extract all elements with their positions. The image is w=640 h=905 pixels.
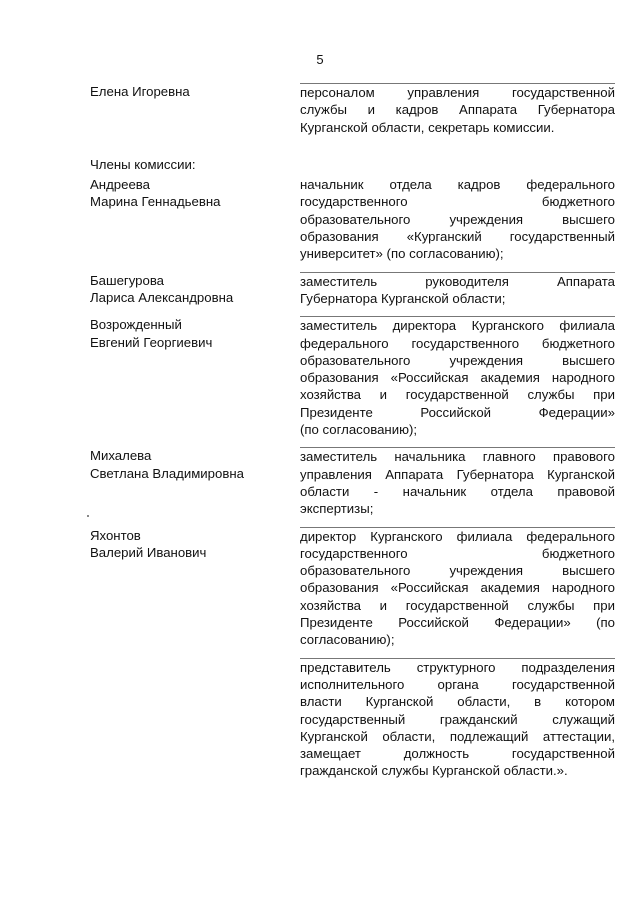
desc-line: службы и кадров Аппарата Губернатора [300, 102, 615, 118]
desc-line: образовательного учреждения высшего [300, 563, 615, 579]
desc-line: замещает должность государственной [300, 746, 615, 762]
desc-line: начальник отдела кадров федерального [300, 177, 615, 193]
commission-list [90, 83, 615, 780]
member-surname: Яхонтов [90, 527, 141, 543]
member-name [90, 272, 300, 308]
desc-line: исполнительного органа государственной [300, 676, 615, 692]
desc-line: экспертизы; [300, 501, 374, 517]
member-given-names: Лариса Александровна [90, 289, 234, 305]
members-header: Члены комиссии: [90, 156, 196, 172]
member-name [90, 316, 300, 438]
desc-line: хозяйства и государственной службы при [300, 387, 615, 403]
desc-line: Курганской области, секретарь комиссии. [300, 119, 555, 135]
page-number: 5 [316, 52, 324, 67]
final-item-row [90, 658, 615, 780]
member-given-names: Валерий Иванович [90, 544, 207, 560]
member-name [90, 176, 300, 262]
desc-line: (по согласованию); [300, 422, 418, 438]
desc-line: области - начальник отдела правовой [300, 483, 615, 499]
member-name [90, 527, 300, 649]
member-given-names: Светлана Владимировна [90, 465, 244, 481]
desc-line: персоналом управления государственной [300, 85, 615, 100]
member-row [90, 272, 615, 308]
desc-line: согласованию); [300, 632, 395, 648]
member-description [300, 447, 615, 517]
desc-line: гражданской службы Курганской области.». [300, 763, 568, 779]
desc-line: хозяйства и государственной службы при [300, 597, 615, 613]
desc-line: управления Аппарата Губернатора Курганской [300, 466, 615, 482]
desc-line: Губернатора Курганской области; [300, 290, 506, 306]
member-surname: Андреева [90, 177, 150, 193]
desc-line: университет» (по согласованию); [300, 246, 504, 262]
member-row [90, 316, 615, 438]
final-item-description [300, 658, 615, 780]
member-row [90, 447, 615, 517]
secretary-name-line: Елена Игоревна [90, 84, 190, 99]
secretary-name [90, 83, 300, 136]
scan-speck [87, 515, 89, 517]
desc-line: Президенте Российской Федерации» (по [300, 615, 615, 631]
desc-line: образовательного учреждения высшего [300, 352, 615, 368]
secretary-description [300, 83, 615, 136]
member-description [300, 272, 615, 308]
desc-line: Курганской области, подлежащий аттестации, [300, 728, 615, 744]
member-given-names: Марина Геннадьевна [90, 194, 221, 210]
final-item-name-spacer [90, 658, 300, 780]
desc-line: директор Курганского филиала федерального [300, 528, 615, 544]
desc-line: заместитель начальника главного правового [300, 449, 615, 465]
desc-line: власти Курганской области, в котором [300, 694, 615, 710]
desc-line: заместитель руководителя Аппарата [300, 273, 615, 289]
desc-line: государственный гражданский служащий [300, 711, 615, 727]
member-row [90, 527, 615, 649]
desc-line: государственного бюджетного [300, 194, 615, 210]
secretary-row [90, 83, 615, 136]
member-description [300, 316, 615, 438]
member-surname: Михалева [90, 448, 152, 464]
desc-line: образовательного учреждения высшего [300, 211, 615, 227]
desc-line: заместитель директора Курганского филиала [300, 318, 615, 334]
desc-line: представитель структурного подразделения [300, 659, 615, 675]
member-name [90, 447, 300, 517]
desc-line: образования «Российская академия народного [300, 580, 615, 596]
desc-line: федерального государственного бюджетного [300, 335, 615, 351]
desc-line: образования «Курганский государственный [300, 229, 615, 245]
desc-line: образования «Российская академия народного [300, 370, 615, 386]
member-description [300, 527, 615, 649]
member-surname: Возрожденный [90, 317, 182, 333]
desc-line: Президенте Российской Федерации» [300, 404, 615, 420]
member-description [300, 176, 615, 262]
member-row [90, 176, 615, 262]
member-surname: Башегурова [90, 272, 165, 288]
desc-line: государственного бюджетного [300, 545, 615, 561]
member-given-names: Евгений Георгиевич [90, 334, 213, 350]
